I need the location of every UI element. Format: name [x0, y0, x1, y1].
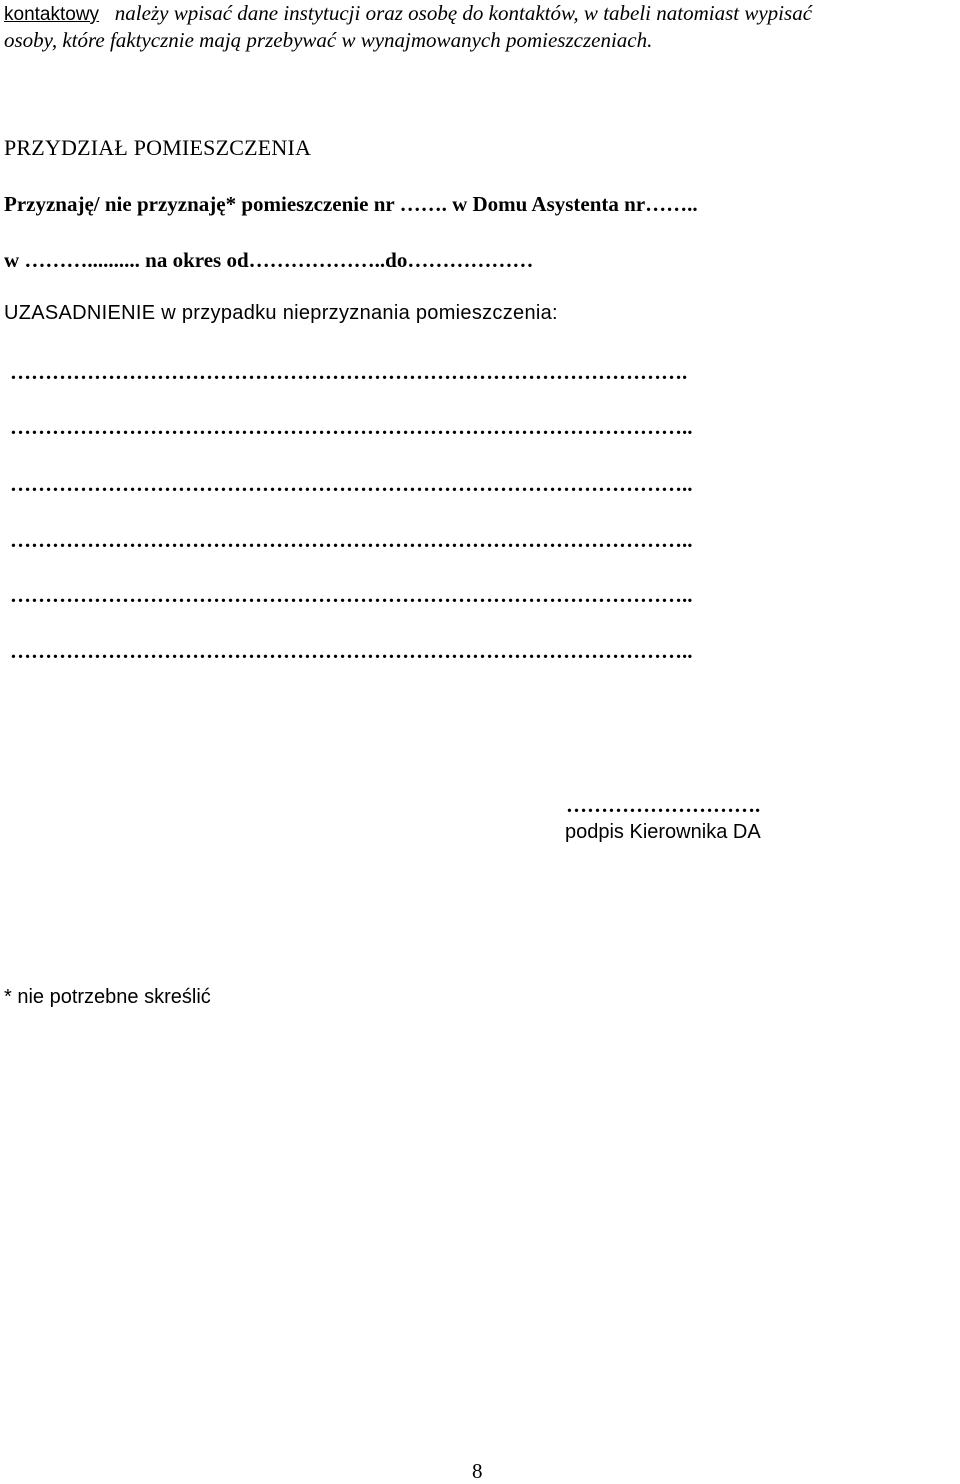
signature-blank: ………………………. [566, 793, 761, 817]
justification-blank-line: …………………………………………………………………………………….. [10, 415, 693, 439]
allocation-line: Przyznaję/ nie przyznaję* pomieszczenie nr ……. w Domu Asystenta nr…….. [4, 192, 698, 216]
justification-blank-line: …………………………………………………………………………………….. [10, 639, 693, 663]
justification-blank-line: …………………………………………………………………………………….. [10, 583, 693, 607]
justification-blank-line: …………………………………………………………………………………….. [10, 472, 693, 496]
justification-blank-line: …………………………………………………………………………………….. [10, 528, 693, 552]
intro-line-1 [4, 0, 812, 28]
signature-label: podpis Kierownika DA [565, 821, 761, 843]
underlined-keyword: kontaktowy [4, 4, 100, 25]
footnote: * nie potrzebne skreślić [4, 986, 211, 1008]
section-title: PRZYDZIAŁ POMIESZCZENIA [4, 135, 312, 160]
intro-text-1: należy wpisać dane instytucji oraz osobę do kontaktów, w tabeli natomiast wypisać [114, 1, 813, 25]
justification-blank-line: ……………………………………………………………………………………. [10, 360, 688, 384]
page-number: 8 [472, 1459, 483, 1483]
intro-line-2: osoby, które faktycznie mają przebywać w wynajmowanych pomieszczeniach. [4, 28, 653, 52]
period-line: w ……….......... na okres od………………..do……………… [4, 248, 534, 272]
justification-heading: UZASADNIENIE w przypadku nieprzyznania pomieszczenia: [4, 302, 558, 324]
